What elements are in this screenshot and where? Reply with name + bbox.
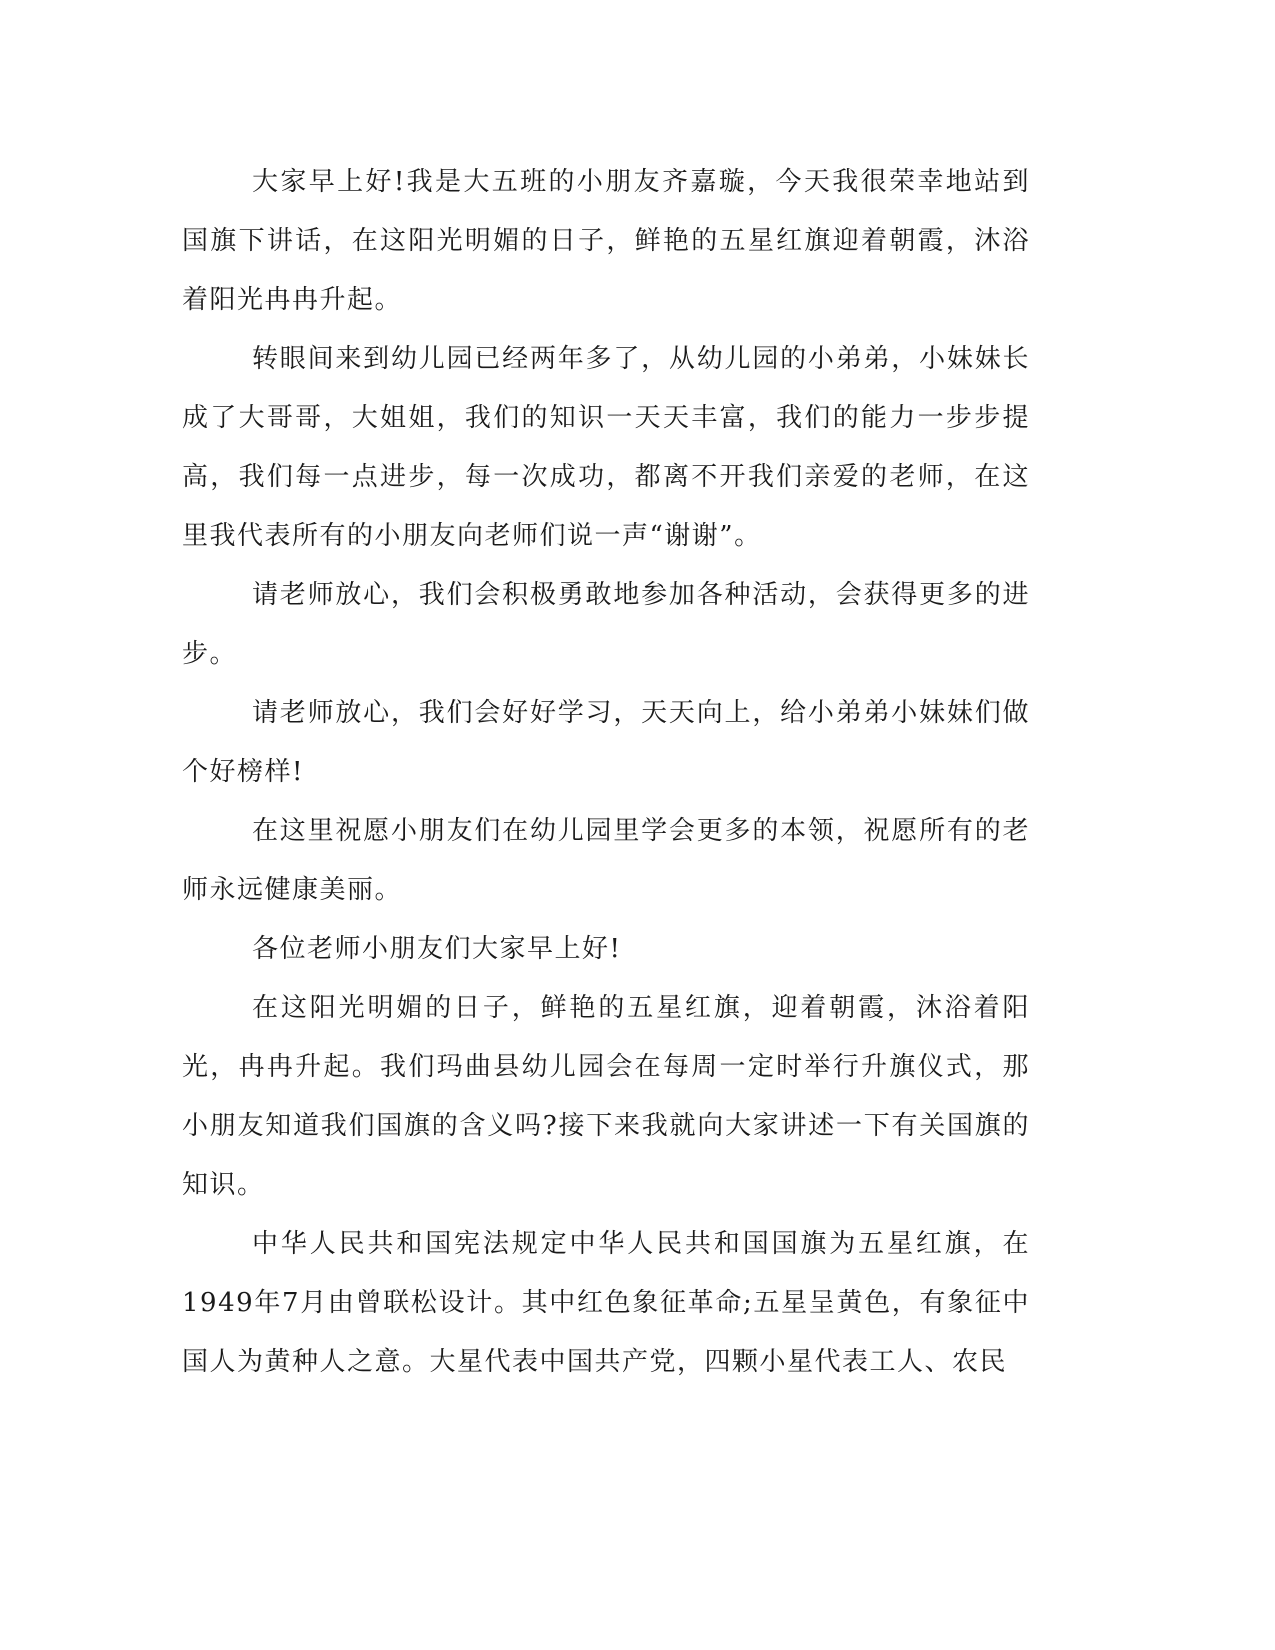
paragraph-3: 请老师放心，我们会积极勇敢地参加各种活动，会获得更多的进步。 [182, 580, 1030, 669]
paragraph-1: 大家早上好!我是大五班的小朋友齐嘉璇，今天我很荣幸地站到国旗下讲话，在这阳光明媚的日子，鲜艳的五星红旗迎着朝霞，沐浴着阳光冉冉升起。 [182, 167, 1030, 315]
paragraph-8: 中华人民共和国宪法规定中华人民共和国国旗为五星红旗，在1949年7月由曾联松设计。其中红色象征革命;五星呈黄色，有象征中国人为黄种人之意。大星代表中国共产党，四颗小星代表工人、农民 [182, 1229, 1030, 1377]
document-body [182, 153, 1030, 1392]
paragraph-6: 各位老师小朋友们大家早上好! [252, 934, 622, 964]
paragraph-2: 转眼间来到幼儿园已经两年多了，从幼儿园的小弟弟，小妹妹长成了大哥哥，大姐姐，我们的知识一天天丰富，我们的能力一步步提高，我们每一点进步，每一次成功，都离不开我们亲爱的老师，在这里我代表所有的小朋友向老师们说一声“谢谢”。 [182, 344, 1030, 551]
paragraph-7: 在这阳光明媚的日子，鲜艳的五星红旗，迎着朝霞，沐浴着阳光，冉冉升起。我们玛曲县幼儿园会在每周一定时举行升旗仪式，那小朋友知道我们国旗的含义吗?接下来我就向大家讲述一下有关国旗的知识。 [182, 993, 1030, 1200]
paragraph-5: 在这里祝愿小朋友们在幼儿园里学会更多的本领，祝愿所有的老师永远健康美丽。 [182, 816, 1030, 905]
paragraph-4: 请老师放心，我们会好好学习，天天向上，给小弟弟小妹妹们做个好榜样! [182, 698, 1030, 787]
